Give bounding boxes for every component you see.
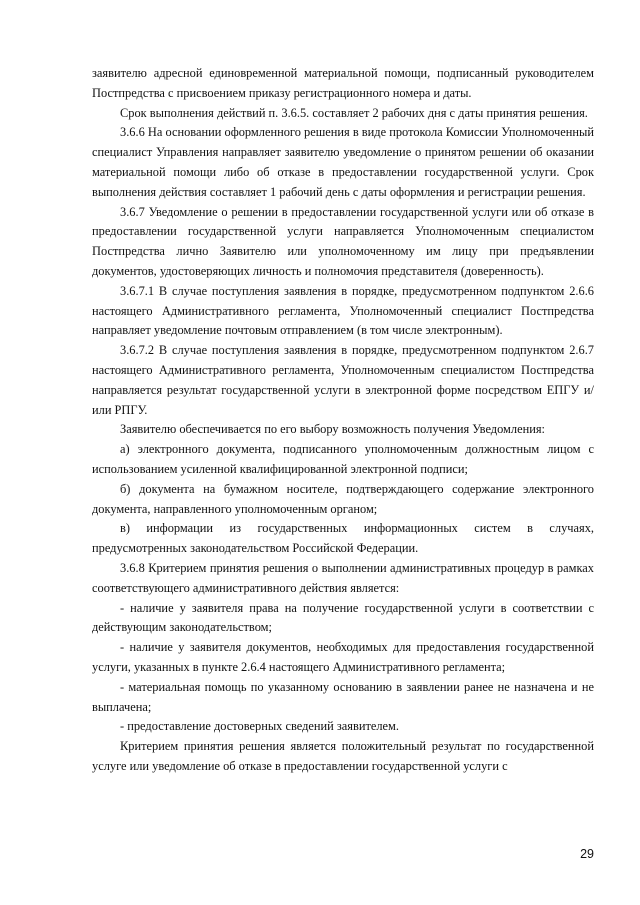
criteria-item-not-assigned: - материальная помощь по указанному основанию в заявлении ранее не назначена и не выплачена;: [92, 679, 594, 714]
paragraph-3-6-7-1: 3.6.7.1 В случае поступления заявления в порядке, предусмотренном подпунктом 2.6.6 настоящего Административного регламента, Уполномоченный специалист Постпредства направляет уведомление почтовым отправлением (в том числе электронным).: [92, 283, 594, 338]
list-item-a: а) электронного документа, подписанного уполномоченным должностным лицом с использованием усиленной квалифицированной электронной подписи;: [92, 442, 594, 476]
document-body: [92, 64, 594, 777]
criteria-item-reliable-info: - предоставление достоверных сведений заявителем.: [120, 719, 399, 734]
paragraph-decision-criterion: Критерием принятия решения является положительный результат по государственной услуге или уведомление об отказе в предоставлении государственной услуги с: [92, 739, 594, 773]
list-item-b: б) документа на бумажном носителе, подтверждающего содержание электронного документа, направленного уполномоченным органом;: [92, 481, 594, 516]
paragraph-3-6-8: 3.6.8 Критерием принятия решения о выполнении административных процедур в рамках соответствующего административного действия является:: [92, 560, 594, 595]
paragraph-3-6-6: 3.6.6 На основании оформленного решения в виде протокола Комиссии Уполномоченный специалист Управления направляет заявителю уведомление о принятом решении об оказании материальной помощи либо об отказе в предоставлении государственной услуги. Срок выполнения действия составляет 1 рабочий день с даты оформления и регистрации решения.: [92, 125, 594, 199]
paragraph-continuation: заявителю адресной единовременной материальной помощи, подписанный руководителем Постпредства с присвоением приказу регистрационного номера и даты.: [92, 66, 594, 100]
list-item-c: в) информации из государственных информационных систем в случаях, предусмотренных законодательством Российской Федерации.: [92, 521, 594, 556]
page-number: 29: [580, 847, 594, 861]
paragraph-deadline-3-6-5: Срок выполнения действий п. 3.6.5. составляет 2 рабочих дня с даты принятия решения.: [120, 105, 588, 120]
criteria-item-right: - наличие у заявителя права на получение государственной услуги в соответствии с действующим законодательством;: [92, 600, 594, 635]
criteria-item-documents: - наличие у заявителя документов, необходимых для предоставления государственной услуги, указанных в пункте 2.6.4 настоящего Административного регламента;: [92, 640, 594, 674]
paragraph-3-6-7: 3.6.7 Уведомление о решении в предоставлении государственной услуги или об отказе в предоставлении государственной услуги направляется Уполномоченным специалистом Постпредства лично Заявителю или уполномоченному им лицу при предъявлении документов, удостоверяющих личность и полномочия представителя (доверенность).: [92, 204, 594, 278]
paragraph-notification-options: Заявителю обеспечивается по его выбору возможность получения Уведомления:: [120, 422, 545, 437]
paragraph-3-6-7-2: 3.6.7.2 В случае поступления заявления в порядке, предусмотренном подпунктом 2.6.7 настоящего Административного регламента, Уполномоченным специалистом Постпредства направляется результат государственной услуги в электронной форме посредством ЕПГУ и/или РПГУ.: [92, 343, 594, 417]
